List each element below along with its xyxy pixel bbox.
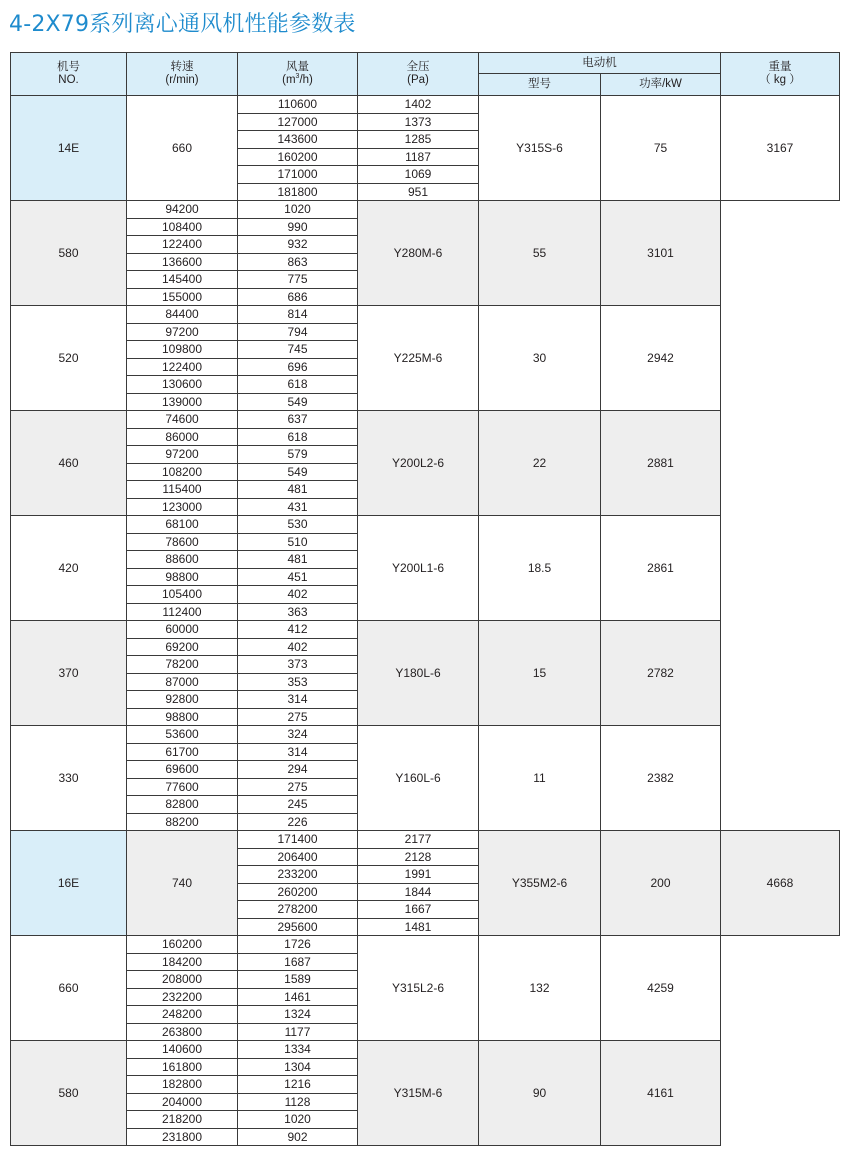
weight-cell: 3101 (601, 201, 721, 306)
flow-cell: 171000 (238, 166, 358, 184)
flow-cell: 161800 (127, 1058, 238, 1076)
pressure-cell: 1324 (238, 1006, 358, 1024)
flow-cell: 127000 (238, 113, 358, 131)
pressure-cell: 902 (238, 1128, 358, 1146)
pressure-cell: 2128 (358, 848, 479, 866)
flow-cell: 74600 (127, 411, 238, 429)
motor-power-cell: 200 (601, 831, 721, 936)
flow-cell: 182800 (127, 1076, 238, 1094)
speed-group (11, 201, 840, 306)
pressure-cell: 451 (238, 568, 358, 586)
motor-model-cell: Y315S-6 (479, 96, 601, 201)
flow-cell: 232200 (127, 988, 238, 1006)
pressure-cell: 1216 (238, 1076, 358, 1094)
flow-cell: 122400 (127, 358, 238, 376)
pressure-cell: 863 (238, 253, 358, 271)
pressure-cell: 1461 (238, 988, 358, 1006)
pressure-cell: 275 (238, 778, 358, 796)
flow-cell: 115400 (127, 481, 238, 499)
pressure-cell: 1481 (358, 918, 479, 936)
header-speed-unit: (r/min) (165, 74, 199, 86)
pressure-cell: 363 (238, 603, 358, 621)
pressure-cell: 951 (358, 183, 479, 201)
pressure-cell: 314 (238, 743, 358, 761)
motor-model-cell: Y355M2-6 (479, 831, 601, 936)
header-motor-model: 型号 (479, 74, 601, 96)
motor-model-cell: Y200L2-6 (358, 411, 479, 516)
pressure-cell: 1844 (358, 883, 479, 901)
flow-cell: 122400 (127, 236, 238, 254)
speed-group (11, 411, 840, 516)
table-row (11, 201, 840, 219)
motor-model-cell: Y225M-6 (358, 306, 479, 411)
pressure-cell: 2177 (358, 831, 479, 849)
pressure-cell: 530 (238, 516, 358, 534)
pressure-cell: 814 (238, 306, 358, 324)
pressure-cell: 324 (238, 726, 358, 744)
fan-performance-table (10, 52, 840, 1146)
header-weight-unit: （ kg ） (759, 74, 801, 86)
motor-power-cell: 55 (479, 201, 601, 306)
weight-cell: 2942 (601, 306, 721, 411)
speed-cell: 740 (127, 831, 238, 936)
flow-cell: 231800 (127, 1128, 238, 1146)
speed-cell: 370 (11, 621, 127, 726)
weight-cell: 2782 (601, 621, 721, 726)
motor-power-cell: 22 (479, 411, 601, 516)
speed-group (11, 1041, 840, 1146)
flow-cell: 78600 (127, 533, 238, 551)
header-motor: 电动机 (479, 53, 721, 74)
motor-power-cell: 18.5 (479, 516, 601, 621)
header-machine-sub: NO. (58, 74, 79, 86)
pressure-cell: 696 (238, 358, 358, 376)
flow-cell: 108400 (127, 218, 238, 236)
flow-cell: 94200 (127, 201, 238, 219)
flow-cell: 88200 (127, 813, 238, 831)
table-row (11, 516, 840, 534)
flow-cell: 86000 (127, 428, 238, 446)
speed-cell: 460 (11, 411, 127, 516)
pressure-cell: 1373 (358, 113, 479, 131)
pressure-cell: 245 (238, 796, 358, 814)
flow-unit-pre: (m (282, 74, 296, 86)
pressure-cell: 1020 (238, 1111, 358, 1129)
pressure-cell: 481 (238, 481, 358, 499)
flow-cell: 208000 (127, 971, 238, 989)
header-motor-power: 功率/kW (601, 74, 721, 96)
flow-cell: 130600 (127, 376, 238, 394)
motor-power-cell: 90 (479, 1041, 601, 1146)
table-row (11, 1041, 840, 1059)
motor-power-cell: 30 (479, 306, 601, 411)
header-machine-no (11, 53, 127, 96)
speed-group (11, 516, 840, 621)
flow-cell: 97200 (127, 446, 238, 464)
speed-group (11, 726, 840, 831)
table-row (11, 936, 840, 954)
header-pressure (358, 53, 479, 96)
pressure-cell: 431 (238, 498, 358, 516)
pressure-cell: 637 (238, 411, 358, 429)
pressure-cell: 1304 (238, 1058, 358, 1076)
flow-unit-post: /h) (299, 74, 313, 86)
pressure-cell: 314 (238, 691, 358, 709)
motor-power-cell: 132 (479, 936, 601, 1041)
pressure-cell: 1177 (238, 1023, 358, 1041)
flow-cell: 92800 (127, 691, 238, 709)
pressure-cell: 1187 (358, 148, 479, 166)
pressure-cell: 775 (238, 271, 358, 289)
flow-cell: 143600 (238, 131, 358, 149)
speed-cell: 330 (11, 726, 127, 831)
flow-cell: 139000 (127, 393, 238, 411)
pressure-cell: 549 (238, 463, 358, 481)
speed-group (11, 831, 840, 936)
pressure-cell: 618 (238, 376, 358, 394)
flow-cell: 155000 (127, 288, 238, 306)
flow-cell: 260200 (238, 883, 358, 901)
header-weight (721, 53, 840, 96)
flow-cell: 109800 (127, 341, 238, 359)
pressure-cell: 579 (238, 446, 358, 464)
flow-cell: 60000 (127, 621, 238, 639)
flow-cell: 123000 (127, 498, 238, 516)
table-header (11, 53, 840, 96)
pressure-cell: 1020 (238, 201, 358, 219)
pressure-cell: 549 (238, 393, 358, 411)
weight-cell: 2382 (601, 726, 721, 831)
weight-cell: 4259 (601, 936, 721, 1041)
header-flow-unit (238, 74, 357, 87)
table-row (11, 306, 840, 324)
pressure-cell: 1402 (358, 96, 479, 114)
flow-cell: 206400 (238, 848, 358, 866)
pressure-cell: 373 (238, 656, 358, 674)
flow-cell: 98800 (127, 708, 238, 726)
flow-cell: 184200 (127, 953, 238, 971)
motor-model-cell: Y200L1-6 (358, 516, 479, 621)
flow-cell: 110600 (238, 96, 358, 114)
flow-cell: 278200 (238, 901, 358, 919)
flow-cell: 145400 (127, 271, 238, 289)
weight-cell: 2881 (601, 411, 721, 516)
table-row (11, 726, 840, 744)
flow-cell: 97200 (127, 323, 238, 341)
motor-power-cell: 15 (479, 621, 601, 726)
motor-model-cell: Y315M-6 (358, 1041, 479, 1146)
speed-cell: 520 (11, 306, 127, 411)
flow-cell: 181800 (238, 183, 358, 201)
flow-unit-sup: 3 (295, 73, 300, 81)
flow-cell: 233200 (238, 866, 358, 884)
flow-cell: 112400 (127, 603, 238, 621)
motor-model-cell: Y160L-6 (358, 726, 479, 831)
speed-cell: 660 (11, 936, 127, 1041)
header-machine-label: 机号 (57, 61, 80, 73)
pressure-cell: 294 (238, 761, 358, 779)
pressure-cell: 1069 (358, 166, 479, 184)
speed-cell: 580 (11, 1041, 127, 1146)
weight-cell: 3167 (721, 96, 840, 201)
pressure-cell: 1128 (238, 1093, 358, 1111)
pressure-cell: 1589 (238, 971, 358, 989)
pressure-cell: 510 (238, 533, 358, 551)
pressure-cell: 275 (238, 708, 358, 726)
speed-group (11, 96, 840, 201)
pressure-cell: 686 (238, 288, 358, 306)
flow-cell: 84400 (127, 306, 238, 324)
flow-cell: 68100 (127, 516, 238, 534)
motor-model-cell: Y180L-6 (358, 621, 479, 726)
table-row (11, 96, 840, 114)
flow-cell: 295600 (238, 918, 358, 936)
weight-cell: 4161 (601, 1041, 721, 1146)
pressure-cell: 794 (238, 323, 358, 341)
flow-cell: 78200 (127, 656, 238, 674)
pressure-cell: 990 (238, 218, 358, 236)
machine-no-cell: 14E (11, 96, 127, 201)
motor-power-cell: 11 (479, 726, 601, 831)
pressure-cell: 745 (238, 341, 358, 359)
speed-cell: 420 (11, 516, 127, 621)
flow-cell: 160200 (238, 148, 358, 166)
motor-model-cell: Y280M-6 (358, 201, 479, 306)
pressure-cell: 402 (238, 638, 358, 656)
pressure-cell: 618 (238, 428, 358, 446)
flow-cell: 263800 (127, 1023, 238, 1041)
pressure-cell: 1991 (358, 866, 479, 884)
pressure-cell: 1726 (238, 936, 358, 954)
pressure-cell: 1285 (358, 131, 479, 149)
flow-cell: 87000 (127, 673, 238, 691)
pressure-cell: 481 (238, 551, 358, 569)
speed-group (11, 621, 840, 726)
flow-cell: 136600 (127, 253, 238, 271)
flow-cell: 77600 (127, 778, 238, 796)
pressure-cell: 412 (238, 621, 358, 639)
pressure-cell: 1687 (238, 953, 358, 971)
flow-cell: 88600 (127, 551, 238, 569)
header-pressure-unit: (Pa) (407, 74, 429, 86)
flow-cell: 105400 (127, 586, 238, 604)
table-row (11, 831, 840, 849)
flow-cell: 69200 (127, 638, 238, 656)
flow-cell: 160200 (127, 936, 238, 954)
speed-group (11, 936, 840, 1041)
table-row (11, 411, 840, 429)
header-weight-label: 重量 (768, 61, 792, 73)
machine-no-cell: 16E (11, 831, 127, 936)
flow-cell: 140600 (127, 1041, 238, 1059)
motor-power-cell: 75 (601, 96, 721, 201)
header-speed-label: 转速 (170, 61, 194, 73)
pressure-cell: 402 (238, 586, 358, 604)
header-speed (127, 53, 238, 96)
speed-group (11, 306, 840, 411)
flow-cell: 61700 (127, 743, 238, 761)
motor-model-cell: Y315L2-6 (358, 936, 479, 1041)
weight-cell: 4668 (721, 831, 840, 936)
header-pressure-label: 全压 (406, 61, 430, 73)
weight-cell: 2861 (601, 516, 721, 621)
pressure-cell: 1667 (358, 901, 479, 919)
flow-cell: 69600 (127, 761, 238, 779)
pressure-cell: 226 (238, 813, 358, 831)
flow-cell: 82800 (127, 796, 238, 814)
flow-cell: 53600 (127, 726, 238, 744)
speed-cell: 660 (127, 96, 238, 201)
flow-cell: 218200 (127, 1111, 238, 1129)
flow-cell: 98800 (127, 568, 238, 586)
pressure-cell: 353 (238, 673, 358, 691)
pressure-cell: 1334 (238, 1041, 358, 1059)
table-row (11, 621, 840, 639)
flow-cell: 204000 (127, 1093, 238, 1111)
pressure-cell: 932 (238, 236, 358, 254)
flow-cell: 248200 (127, 1006, 238, 1024)
flow-cell: 108200 (127, 463, 238, 481)
header-flow-label: 风量 (286, 61, 309, 73)
page-title: 4-2X79系列离心通风机性能参数表 (9, 12, 356, 37)
header-flow (238, 53, 358, 96)
speed-cell: 580 (11, 201, 127, 306)
flow-cell: 171400 (238, 831, 358, 849)
